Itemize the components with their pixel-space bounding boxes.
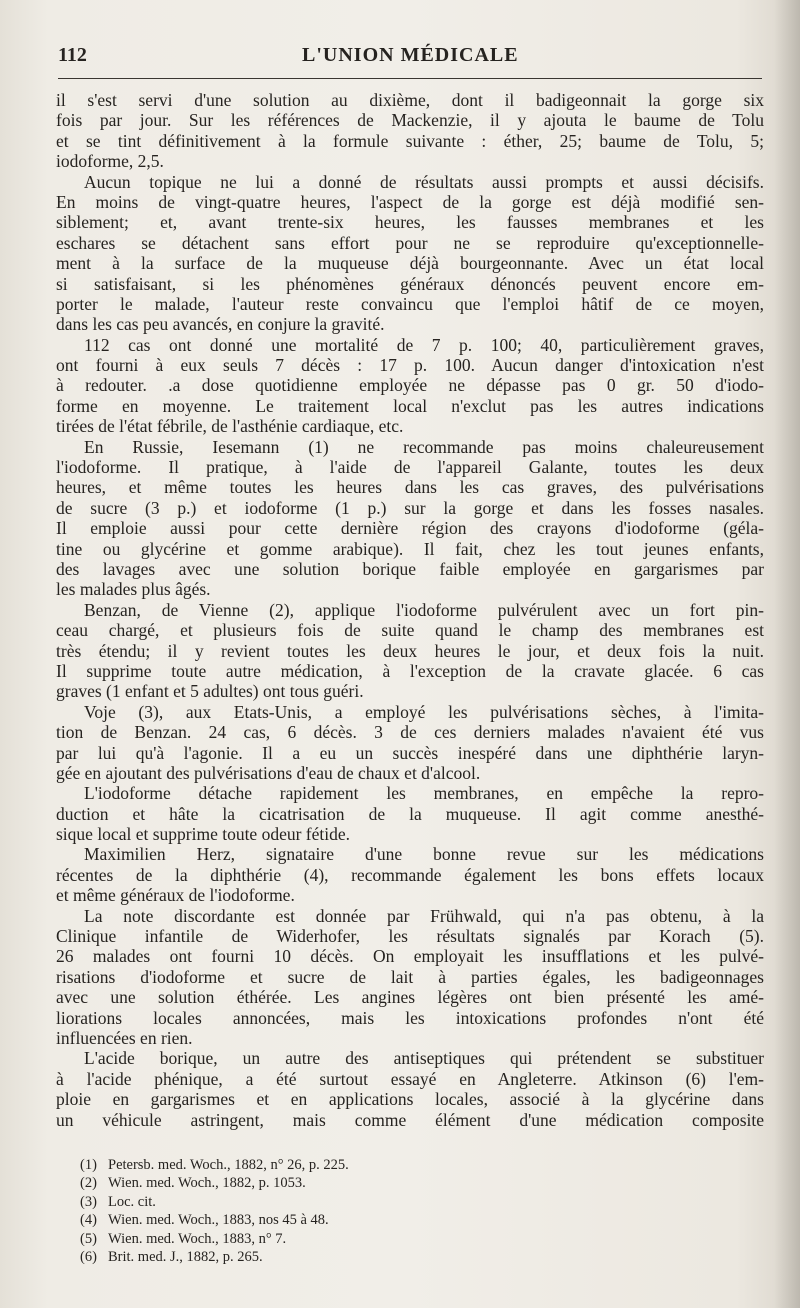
text-line: gée en ajoutant des pulvérisations d'eau de chaux et d'alcool.: [56, 762, 481, 783]
text-line: En Russie, Iesemann (1) ne recommande pas moins chaleureusement: [84, 436, 764, 457]
text-line: L'iodoforme détache rapidement les membranes, en empêche la repro-: [84, 783, 764, 804]
text-line: Benzan, de Vienne (2), applique l'iodoforme pulvérulent avec un fort pin-: [84, 599, 764, 620]
header-rule: [58, 78, 762, 79]
footnote-text: Wien. med. Woch., 1883, n° 7.: [108, 1230, 287, 1247]
text-line: à l'acide phénique, a été surtout essayé en Angleterre. Atkinson (6) l'em-: [56, 1068, 764, 1089]
text-line: si satisfaisant, si les phénomènes généraux dénoncés peuvent encore em-: [56, 273, 764, 294]
text-line: Voje (3), aux Etats-Unis, a employé les pulvérisations sèches, à l'imita-: [84, 701, 764, 722]
paragraph: [56, 906, 764, 1049]
footnote-mark: (1): [80, 1157, 97, 1173]
text-line: récentes de la diphthérie (4), recommande également les bons effets locaux: [56, 864, 764, 885]
paragraph: [56, 783, 764, 844]
text-line: 112 cas ont donné une mortalité de 7 p. 100; 40, particulièrement graves,: [84, 334, 764, 355]
page-header: [58, 44, 758, 74]
footnote-mark: (2): [80, 1175, 97, 1192]
text-line: risations d'iodoforme et sucre de lait à parties égales, les badigeonnages: [56, 966, 764, 987]
footnote: [80, 1193, 720, 1211]
paragraph: [56, 335, 764, 437]
text-line: à redouter. .a dose quotidienne employée ne dépasse pas 0 gr. 50 d'iodo-: [56, 375, 764, 396]
paragraph: [56, 1048, 764, 1130]
text-line: ment à la surface de la muqueuse déjà bourgeonnante. Avec un état local: [56, 253, 764, 274]
text-line: avec une solution éthérée. Les angines légères ont bien présenté les amé-: [56, 987, 764, 1008]
footnote-text: Brit. med. J., 1882, p. 265.: [108, 1248, 263, 1265]
text-line: les malades plus âgés.: [56, 579, 211, 600]
text-line: très étendu; il y revient toutes les deux heures le jour, et deux fois la nuit.: [56, 640, 764, 661]
text-line: duction et hâte la cicatrisation de la muqueuse. Il agit comme anesthé-: [56, 803, 764, 824]
text-line: dans les cas peu avancés, en conjure la gravité.: [56, 314, 385, 335]
text-line: liorations locales annoncées, mais les intoxications profondes n'ont été: [56, 1007, 764, 1028]
text-line: heures, et même toutes les heures dans les cas graves, des pulvérisations: [56, 477, 764, 498]
footnote-mark: (6): [80, 1248, 97, 1265]
text-line: ceau chargé, et plusieurs fois de suite quand le champ des membranes est: [56, 620, 764, 641]
text-line: par lui qu'à l'agonie. Il a eu un succès inespéré dans une diphthérie laryn-: [56, 742, 764, 763]
paragraph: [56, 844, 764, 905]
paragraph: [56, 172, 764, 335]
text-line: tirées de l'état fébrile, de l'asthénie cardiaque, etc.: [56, 416, 404, 437]
footnotes: [80, 1156, 720, 1266]
text-line: tion de Benzan. 24 cas, 6 décès. 3 de ces derniers malades n'avaient été vus: [56, 722, 764, 743]
text-line: ploie en gargarismes et en applications locales, associé à la glycérine dans: [56, 1089, 764, 1110]
text-line: L'acide borique, un autre des antiseptiques qui prétendent se substituer: [84, 1048, 764, 1069]
text-line: La note discordante est donnée par Frühwald, qui n'a pas obtenu, à la: [84, 905, 764, 926]
text-line: graves (1 enfant et 5 adultes) ont tous guéri.: [56, 681, 364, 702]
footnote-text: Wien. med. Woch., 1882, p. 1053.: [108, 1175, 306, 1192]
text-line: Maximilien Herz, signataire d'une bonne revue sur les médications: [84, 844, 764, 865]
footnote: [80, 1211, 720, 1229]
text-line: influencées en rien.: [56, 1027, 193, 1048]
text-line: forme en moyenne. Le traitement local n'exclut pas les autres indications: [56, 395, 764, 416]
text-line: iodoforme, 2,5.: [56, 151, 164, 172]
page-number: 112: [58, 44, 87, 66]
footnote-mark: (3): [80, 1193, 97, 1210]
footnote: [80, 1174, 720, 1192]
text-line: et se tint définitivement à la formule suivante : éther, 25; baume de Tolu, 5;: [56, 130, 764, 151]
page-edge-shadow: [774, 0, 800, 1308]
text-line: fois par jour. Sur les références de Mackenzie, il y ajouta le baume de Tolu: [56, 110, 764, 131]
text-line: un véhicule astringent, mais comme élément d'une médication composite: [56, 1109, 764, 1130]
text-line: En moins de vingt-quatre heures, l'aspect de la gorge est déjà modifié sen-: [56, 191, 764, 212]
paragraph: [56, 702, 764, 784]
text-line: et même généraux de l'iodoforme.: [56, 885, 295, 906]
text-line: il s'est servi d'une solution au dixième, dont il badigeonnait la gorge six: [56, 90, 764, 110]
footnote: [80, 1156, 720, 1174]
footnote-text: Wien. med. Woch., 1883, nos 45 à 48.: [108, 1212, 329, 1229]
text-line: sique local et supprime toute odeur fétide.: [56, 824, 351, 845]
body-text: [56, 90, 764, 1130]
footnote: [80, 1230, 720, 1248]
footnote-text: Petersb. med. Woch., 1882, n° 26, p. 225.: [108, 1157, 349, 1173]
paragraph: [56, 90, 764, 172]
text-line: porter le malade, l'auteur reste convaincu que l'emploi hâtif de ce moyen,: [56, 293, 764, 314]
text-line: de sucre (3 p.) et iodoforme (1 p.) sur la gorge et dans les fosses nasales.: [56, 497, 764, 518]
paragraph: [56, 437, 764, 600]
footnote: [80, 1248, 720, 1266]
text-line: siblement; et, avant trente-six heures, les fausses membranes et les: [56, 212, 764, 233]
text-line: ont fourni à eux seuls 7 décès : 17 p. 100. Aucun danger d'intoxication n'est: [56, 355, 764, 376]
text-line: Il emploie aussi pour cette dernière région des crayons d'iodoforme (géla-: [56, 518, 764, 539]
text-line: des lavages avec une solution borique faible employée en gargarismes par: [56, 558, 764, 579]
footnote-text: Loc. cit.: [108, 1193, 156, 1210]
text-line: tine ou glycérine et gomme arabique). Il fait, chez les tout jeunes enfants,: [56, 538, 764, 559]
text-line: Clinique infantile de Widerhofer, les résultats signalés par Korach (5).: [56, 926, 764, 947]
text-line: 26 malades ont fourni 10 décès. On employait les insufflations et les pulvé-: [56, 946, 764, 967]
footnote-mark: (4): [80, 1212, 97, 1229]
footnote-mark: (5): [80, 1230, 97, 1247]
text-line: Il supprime toute autre médication, à l'exception de la cravate glacée. 6 cas: [56, 660, 764, 681]
running-title: L'UNION MÉDICALE: [302, 44, 519, 66]
text-line: eschares se détachent sans effort pour ne se reproduire qu'exceptionnelle-: [56, 232, 764, 253]
text-line: Aucun topique ne lui a donné de résultats aussi prompts et aussi décisifs.: [84, 171, 764, 192]
paragraph: [56, 600, 764, 702]
text-line: l'iodoforme. Il pratique, à l'aide de l'appareil Galante, toutes les deux: [56, 457, 764, 478]
